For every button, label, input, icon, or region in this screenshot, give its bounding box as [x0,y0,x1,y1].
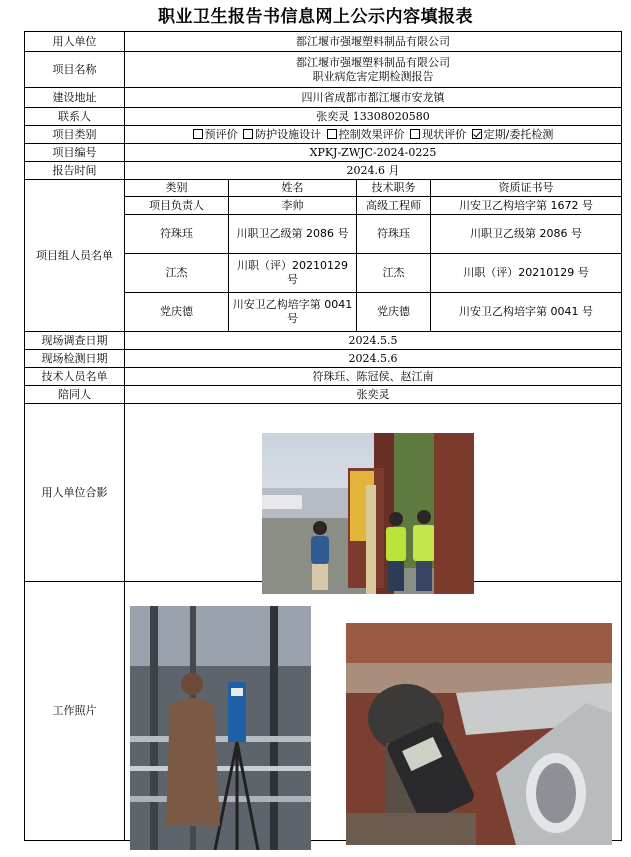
contact-label: 联系人 [25,108,125,126]
row-address [25,88,622,108]
test-date-label: 现场检测日期 [25,350,125,368]
work-photo-pipes-image [346,623,612,845]
row-category [25,126,622,144]
row-contact [25,108,622,126]
row-report-time [25,162,622,180]
team-cell: 川安卫乙构培字第 1672 号 [431,197,622,215]
team-header-category: 类别 [125,180,229,197]
row-test-date [25,350,622,368]
project-name-value [125,52,622,88]
team-cell: 党庆德 [125,293,229,332]
row-tech-staff [25,368,622,386]
team-header-title: 技术职务 [357,180,431,197]
report-time-label: 报告时间 [25,162,125,180]
employer-value: 都江堰市强堰塑料制品有限公司 [125,32,622,52]
category-option-control-effect[interactable]: 控制效果评价 [327,128,405,142]
row-number [25,144,622,162]
work-photo-measurement-image [130,606,311,850]
category-label: 项目类别 [25,126,125,144]
team-cell: 川职（评）20210129 号 [229,254,357,293]
team-label: 项目组人员名单 [25,180,125,332]
project-name-line2: 职业病危害定期检测报告 [312,69,434,83]
team-cell: 川职（评）20210129 号 [431,254,622,293]
accompany-label: 陪同人 [25,386,125,404]
team-cell: 江杰 [125,254,229,293]
team-cell: 项目负责人 [125,197,229,215]
team-header-cert: 资质证书号 [431,180,622,197]
checkbox-icon [243,129,253,139]
contact-value: 张奕灵 13308020580 [125,108,622,126]
team-cell: 川安卫乙构培字第 0041 号 [431,293,622,332]
number-label: 项目编号 [25,144,125,162]
team-cell: 党庆德 [357,293,431,332]
team-cell: 高级工程师 [357,197,431,215]
row-accompany [25,386,622,404]
category-option-pre-eval[interactable]: 预评价 [193,128,238,142]
checkbox-icon [327,129,337,139]
category-option-periodic-test[interactable]: 定期/委托检测 [472,128,554,142]
category-options [125,126,622,144]
category-option-status-eval[interactable]: 现状评价 [410,128,466,142]
report-time-value: 2024.6 月 [125,162,622,180]
work-photo-measurement [130,606,311,850]
address-label: 建设地址 [25,88,125,108]
accompany-value: 张奕灵 [125,386,622,404]
project-name-label: 项目名称 [25,52,125,88]
group-photo-image [262,433,474,594]
team-header-name: 姓名 [229,180,357,197]
team-cell: 川安卫乙构培字第 0041 号 [229,293,357,332]
team-cell: 符珠珏 [357,215,431,254]
team-header-row [25,180,622,197]
test-date-value: 2024.5.6 [125,350,622,368]
group-photo-label: 用人单位合影 [25,404,125,582]
address-value: 四川省成都市都江堰市安龙镇 [125,88,622,108]
work-photo-label: 工作照片 [25,582,125,841]
tech-staff-label: 技术人员名单 [25,368,125,386]
row-employer [25,32,622,52]
employer-label: 用人单位 [25,32,125,52]
survey-date-label: 现场调查日期 [25,332,125,350]
page-title: 职业卫生报告书信息网上公示内容填报表 [158,7,473,27]
row-survey-date [25,332,622,350]
team-cell: 符珠珏 [125,215,229,254]
checkbox-checked-icon [472,129,482,139]
row-project-name [25,52,622,88]
team-cell: 江杰 [357,254,431,293]
category-option-protection-design[interactable]: 防护设施设计 [243,128,321,142]
team-cell: 川职卫乙级第 2086 号 [229,215,357,254]
checkbox-icon [410,129,420,139]
checkbox-icon [193,129,203,139]
project-name-line1: 都江堰市强堰塑料制品有限公司 [296,55,450,69]
group-photo [262,433,474,594]
number-value: XPKJ-ZWJC-2024-0225 [125,144,622,162]
team-cell: 川职卫乙级第 2086 号 [431,215,622,254]
team-cell: 李帅 [229,197,357,215]
tech-staff-value: 符珠珏、陈冠侯、赵江南 [125,368,622,386]
work-photo-pipes [346,623,612,845]
survey-date-value: 2024.5.5 [125,332,622,350]
